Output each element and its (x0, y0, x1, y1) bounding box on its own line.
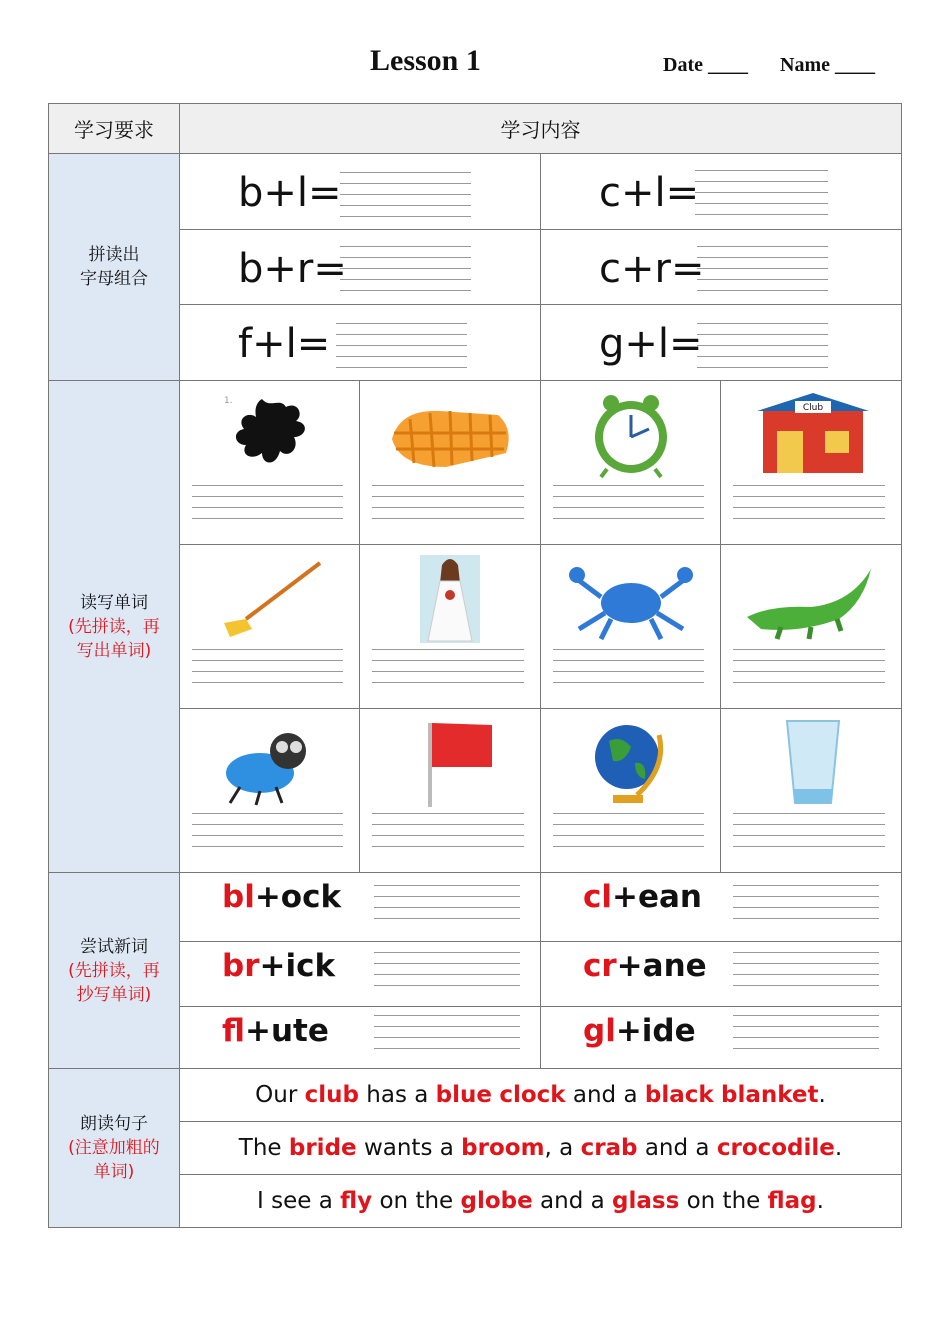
sentence-3 (180, 1175, 902, 1228)
flag-icon (380, 717, 520, 807)
sentence-2 (180, 1122, 902, 1175)
blend-formula: f+l= (238, 321, 331, 367)
writing-lines[interactable] (192, 813, 343, 857)
picture-cell (180, 381, 360, 545)
bold-word: bride (288, 1135, 357, 1161)
bold-word: blanket (721, 1082, 819, 1108)
new-word-cell (541, 1007, 902, 1069)
new-word-cell (180, 942, 541, 1007)
bold-word: broom (461, 1135, 545, 1161)
writing-lines[interactable] (192, 485, 343, 529)
label-line-red: (注意加粗的 (68, 1138, 160, 1158)
sentence-text: . (818, 1082, 826, 1108)
sentence-text: , a (544, 1135, 581, 1161)
new-word (583, 879, 702, 915)
label-line-red: 单词) (93, 1162, 135, 1182)
bold-word: crocodile (716, 1135, 835, 1161)
word-blend: br (222, 948, 260, 984)
writing-lines[interactable] (553, 485, 704, 529)
writing-lines[interactable] (372, 813, 524, 857)
sentence-text: wants a (356, 1135, 462, 1161)
label-line: 尝试新词 (80, 936, 148, 957)
blend-cell (541, 154, 902, 230)
picture-number: 1. (224, 396, 233, 406)
writing-lines[interactable] (340, 246, 471, 301)
word-blend: fl (222, 1013, 245, 1049)
writing-lines[interactable] (733, 885, 879, 929)
picture-cell (721, 381, 902, 545)
new-word (222, 948, 335, 984)
picture-cell (180, 709, 360, 873)
club-sign-text: Club (802, 403, 824, 413)
bold-word: black (644, 1082, 714, 1108)
bold-word: clock (499, 1082, 566, 1108)
picture-cell (541, 545, 721, 709)
bold-word: club (304, 1082, 359, 1108)
writing-lines[interactable] (340, 172, 471, 227)
writing-lines[interactable] (336, 323, 467, 378)
new-word-cell (180, 1007, 541, 1069)
worksheet-table (48, 103, 902, 1228)
picture-cell (541, 709, 721, 873)
word-blend: cr (583, 948, 617, 984)
sentence-text: on the (372, 1188, 461, 1214)
section-label-read-write (49, 381, 180, 873)
label-line: 读写单词 (80, 592, 148, 613)
picture-cell (541, 381, 721, 545)
blend-formula: g+l= (599, 321, 703, 367)
word-rest: +ick (259, 948, 336, 984)
sentence-text (714, 1082, 721, 1108)
sentence-text: and a (565, 1082, 645, 1108)
label-line-red: 抄写单词) (76, 984, 152, 1005)
name-label: Name ____ (780, 54, 875, 76)
sentence-text: The (238, 1135, 289, 1161)
blend-cell (541, 305, 902, 381)
new-word (583, 1013, 696, 1049)
word-blend: bl (222, 879, 255, 915)
blend-formula: b+l= (238, 170, 342, 216)
writing-lines[interactable] (733, 649, 885, 693)
sentence-text: and a (532, 1188, 613, 1214)
globe-icon (561, 717, 701, 807)
label-line: 字母组合 (80, 269, 148, 289)
writing-lines[interactable] (697, 323, 828, 378)
broom-icon (200, 553, 340, 643)
club-house-icon (741, 389, 881, 479)
writing-lines[interactable] (374, 885, 520, 929)
word-rest: +ock (254, 879, 342, 915)
writing-lines[interactable] (733, 1015, 879, 1059)
sentence-1 (180, 1069, 902, 1122)
bold-word: globe (460, 1188, 533, 1214)
label-line: 拼读出 (88, 245, 140, 265)
word-blend: cl (583, 879, 613, 915)
new-word (222, 879, 341, 915)
picture-cell (360, 545, 541, 709)
blend-formula: c+r= (599, 246, 705, 292)
writing-lines[interactable] (192, 649, 343, 693)
blanket-icon (380, 389, 520, 479)
word-rest: +ane (616, 948, 707, 984)
sentence-text: Our (255, 1082, 305, 1108)
sentence-text: has a (358, 1082, 436, 1108)
writing-lines[interactable] (695, 170, 828, 225)
new-word-cell (541, 873, 902, 942)
writing-lines[interactable] (374, 1015, 520, 1059)
word-rest: +ute (244, 1013, 329, 1049)
word-rest: +ide (615, 1013, 696, 1049)
section-label-reading (49, 1069, 180, 1228)
sentence-text: . (834, 1135, 843, 1161)
word-rest: +ean (612, 879, 703, 915)
alarm-clock-icon (561, 389, 701, 479)
writing-lines[interactable] (372, 649, 524, 693)
picture-cell (721, 545, 902, 709)
ink-blot-icon (200, 389, 340, 479)
fly-icon (200, 717, 340, 807)
bold-word: glass (612, 1188, 680, 1214)
writing-lines[interactable] (733, 952, 879, 996)
label-line: 朗读句子 (80, 1114, 148, 1134)
sentence-text: . (816, 1188, 824, 1214)
writing-lines[interactable] (553, 649, 704, 693)
picture-cell (360, 381, 541, 545)
blend-formula: b+r= (238, 246, 347, 292)
bride-icon (380, 553, 520, 643)
picture-cell (721, 709, 902, 873)
glass-icon (741, 717, 881, 807)
sentence-text: on the (679, 1188, 768, 1214)
section-label-new-words (49, 873, 180, 1069)
picture-cell (360, 709, 541, 873)
new-word (583, 948, 707, 984)
bold-word: flag (767, 1188, 817, 1214)
sentence-text: I see a (257, 1188, 341, 1214)
section-label-blending (49, 154, 180, 381)
sentence-text: and a (637, 1135, 717, 1161)
column-header-content: 学习内容 (180, 104, 902, 154)
blend-cell (180, 230, 541, 305)
new-word (222, 1013, 329, 1049)
label-line-red: (先拼读，再 (68, 960, 160, 981)
bold-word: blue (435, 1082, 492, 1108)
crab-icon (561, 553, 701, 643)
writing-lines[interactable] (372, 485, 524, 529)
date-label: Date ____ (663, 54, 748, 76)
bold-word: fly (340, 1188, 373, 1214)
writing-lines[interactable] (697, 246, 828, 301)
picture-cell (180, 545, 360, 709)
new-word-cell (541, 942, 902, 1007)
blend-formula: c+l= (599, 170, 700, 216)
blend-cell (180, 154, 541, 230)
crocodile-icon (741, 553, 881, 643)
writing-lines[interactable] (733, 813, 885, 857)
writing-lines[interactable] (374, 952, 520, 996)
word-blend: gl (583, 1013, 616, 1049)
blend-cell (541, 230, 902, 305)
column-header-requirements: 学习要求 (49, 104, 180, 154)
blend-cell (180, 305, 541, 381)
lesson-title: Lesson 1 (370, 44, 481, 77)
label-line-red: (先拼读，再 (68, 616, 160, 637)
bold-word: crab (580, 1135, 638, 1161)
new-word-cell (180, 873, 541, 942)
label-line-red: 写出单词) (76, 640, 152, 661)
writing-lines[interactable] (553, 813, 704, 857)
writing-lines[interactable] (733, 485, 885, 529)
